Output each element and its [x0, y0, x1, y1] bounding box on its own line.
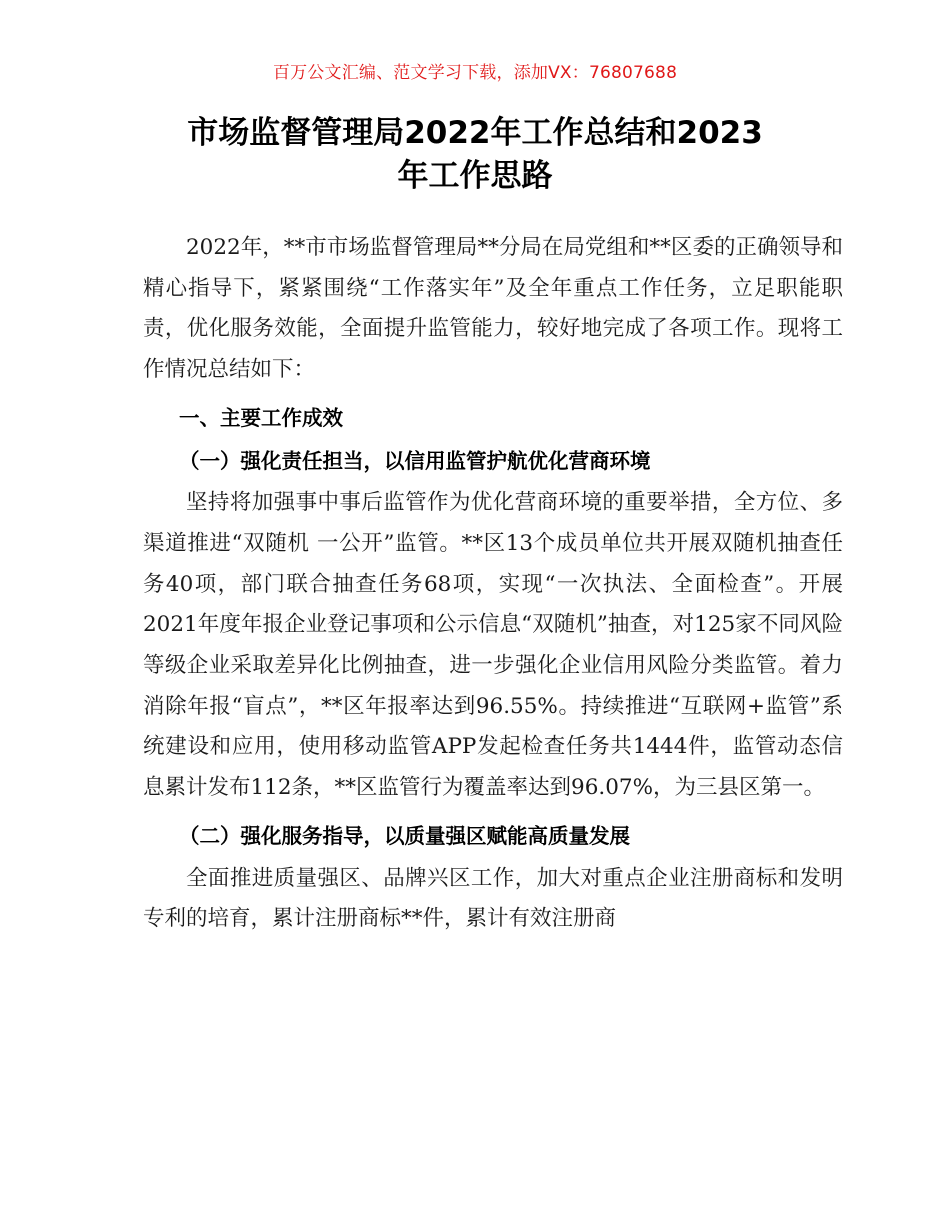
subsection-heading-credit-supervision: （一）强化责任担当，以信用监管护航优化营商环境: [179, 448, 651, 473]
document-title: [120, 112, 830, 198]
credit-supervision-paragraph: 坚持将加强事中事后监管作为优化营商环境的重要举措，全方位、多渠道推进“双随机 一公开”监管。**区13个成员单位共开展双随机抽查任务40项，部门联合抽查任务68项，实现“一次执法、全面检查”。开展2021年度年报企业登记事项和公示信息“双随机”抽查，对125家不同风险等级企业采取差异化比例抽查，进一步强化企业信用风险分类监管。着力消除年报“盲点”，**区年报率达到96.55%。持续推进“互联网+监管”系统建设和应用，使用移动监管APP发起检查任务共1444件，监管动态信息累计发布112条，**区监管行为覆盖率达到96.07%，为三县区第一。: [143, 490, 843, 801]
subsection-heading-quality-district: （二）强化服务指导，以质量强区赋能高质量发展: [179, 823, 630, 848]
title-line-1: 市场监督管理局2022年工作总结和2023: [187, 115, 763, 151]
document-body: [143, 228, 843, 940]
title-line-2: 年工作思路: [397, 158, 553, 194]
intro-paragraph: 2022年，**市市场监督管理局**分局在局党组和**区委的正确领导和精心指导下，紧紧围绕“工作落实年”及全年重点工作任务，立足职能职责，优化服务效能，全面提升监管能力，较好地完成了各项工作。现将工作情况总结如下：: [143, 235, 843, 383]
section-heading-main-results: 一、主要工作成效: [179, 405, 343, 430]
header-watermark-note: 百万公文汇编、范文学习下载，添加VX：76807688: [272, 63, 678, 83]
quality-district-paragraph: 全面推进质量强区、品牌兴区工作，加大对重点企业注册商标和发明专利的培育，累计注册商标**件，累计有效注册商: [143, 865, 843, 932]
